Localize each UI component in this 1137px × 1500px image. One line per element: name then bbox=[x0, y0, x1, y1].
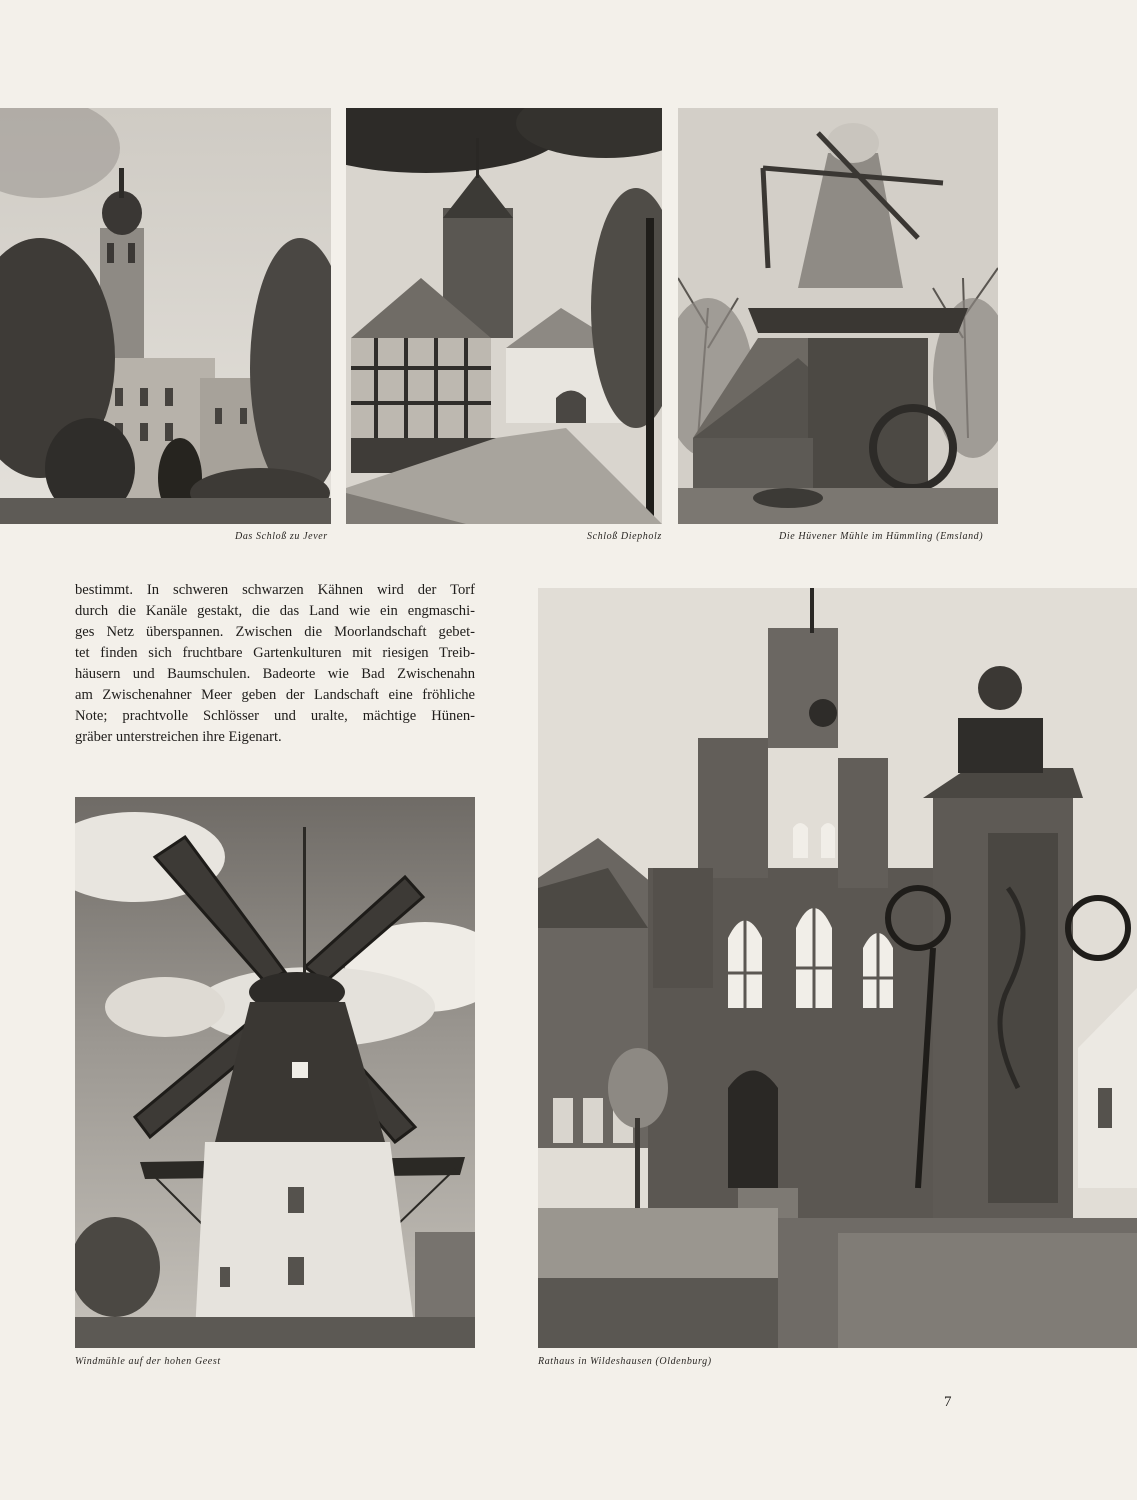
text-line: durch die Kanäle gestakt, die das Land wie ein engmaschi- bbox=[75, 603, 475, 619]
caption-huevener: Die Hüvener Mühle im Hümmling (Emsland) bbox=[779, 531, 984, 542]
text-line: häusern und Baumschulen. Badeorte wie Bad Zwischenahn bbox=[75, 666, 475, 682]
photo-schloss-jever bbox=[0, 108, 331, 524]
photo-rathaus-wildeshausen bbox=[538, 588, 1137, 1348]
text-line: Note; prachtvolle Schlösser und uralte, mächtige Hünen- bbox=[75, 708, 475, 724]
caption-diepholz: Schloß Diepholz bbox=[587, 531, 662, 542]
photo-huevener-muehle bbox=[678, 108, 998, 524]
page-number: 7 bbox=[944, 1394, 952, 1410]
caption-rathaus: Rathaus in Wildeshausen (Oldenburg) bbox=[538, 1356, 712, 1367]
caption-windmuehle: Windmühle auf der hohen Geest bbox=[75, 1356, 221, 1367]
article-body-text bbox=[75, 580, 475, 748]
photo-windmuehle bbox=[75, 797, 475, 1348]
text-line: ges Netz überspannen. Zwischen die Moorlandschaft gebet- bbox=[75, 624, 475, 640]
text-line: gräber unterstreichen ihre Eigenart. bbox=[75, 729, 282, 745]
text-line: am Zwischenahner Meer geben der Landschaft eine fröhliche bbox=[75, 687, 475, 703]
text-line: tet finden sich fruchtbare Gartenkulturen mit riesigen Treib- bbox=[75, 645, 475, 661]
text-line: bestimmt. In schweren schwarzen Kähnen wird der Torf bbox=[75, 582, 475, 598]
photo-schloss-diepholz bbox=[346, 108, 662, 524]
caption-jever: Das Schloß zu Jever bbox=[235, 531, 328, 542]
